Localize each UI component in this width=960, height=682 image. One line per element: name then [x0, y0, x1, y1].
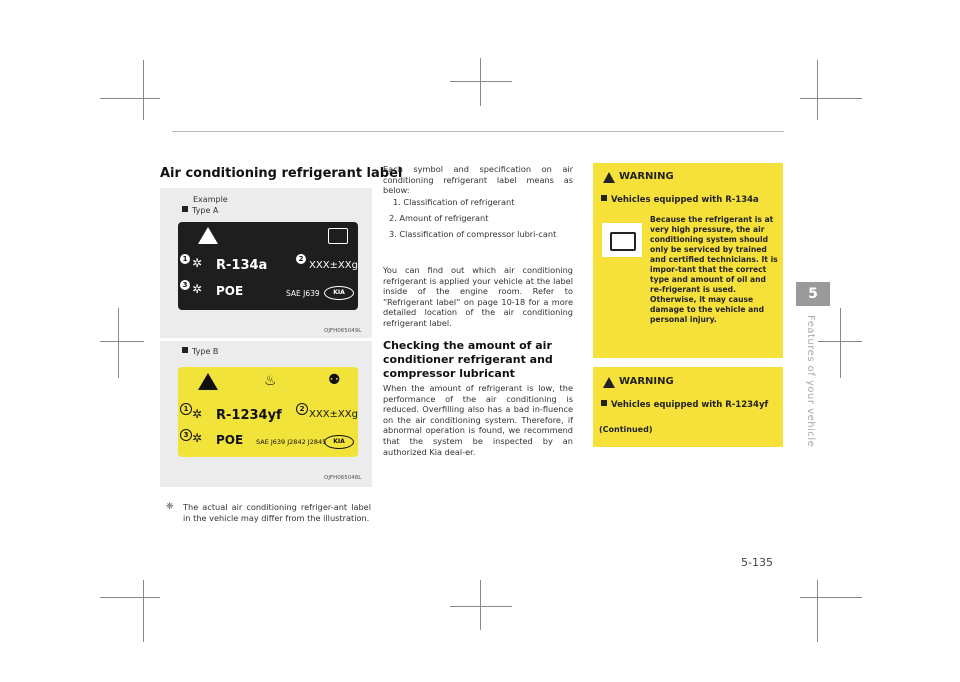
oil-can-icon: ✲: [192, 282, 203, 296]
technician-icon: ⚉: [328, 372, 341, 388]
type-a-text: Type A: [192, 206, 219, 215]
chapter-title: Features of your vehicle: [805, 315, 816, 448]
figure-type-a: [160, 188, 372, 338]
warning-triangle-icon: [603, 377, 615, 388]
page-number: 5-135: [741, 556, 773, 569]
crop-mark: [118, 308, 119, 378]
snowflake-icon: ✲: [192, 407, 203, 421]
crop-mark: [100, 341, 144, 342]
warning-triangle-icon: [198, 373, 218, 390]
marker-3: 3: [180, 280, 190, 290]
oil-can-icon: ✲: [192, 431, 203, 445]
square-bullet-icon: [601, 400, 607, 406]
type-b-text: Type B: [192, 347, 219, 356]
warning-subtitle: [601, 400, 777, 411]
lubricant-type: POE: [216, 433, 244, 447]
square-bullet-icon: [601, 195, 607, 201]
warning-subtitle-text: Vehicles equipped with R-134a: [611, 195, 759, 205]
continued-label: (Continued): [599, 425, 653, 434]
kia-logo: KIA: [324, 435, 354, 449]
crop-mark: [480, 580, 481, 630]
refrigerant-name: R-134a: [216, 258, 268, 273]
warning-body: Because the refrigerant is at very high pressure, the air conditioning system should only be serviced by trained and certified technicians. It is impor-tant that the correct type and amount of oil and re-frigerant is used. Otherwise, it may cause damage to the vehicle and personal injury.: [650, 215, 778, 324]
square-bullet-icon: [182, 347, 188, 353]
marker-1: 1: [180, 403, 192, 415]
kia-logo: KIA: [324, 286, 354, 300]
sae-standard: SAE J639 J2842 J2845: [256, 438, 327, 446]
warning-subtitle-text: Vehicles equipped with R-1234yf: [611, 400, 769, 410]
note-symbol: ❈: [166, 502, 174, 512]
marker-2: 2: [296, 403, 308, 415]
sae-standard: SAE J639: [286, 289, 320, 298]
crop-mark: [800, 597, 862, 598]
note-text: The actual air conditioning refriger-ant label in the vehicle may differ from the illustration.: [183, 502, 371, 523]
crop-mark: [480, 58, 481, 106]
snowflake-icon: ✲: [192, 256, 203, 270]
marker-3: 3: [180, 429, 192, 441]
manual-book-icon: [328, 228, 348, 244]
intro-paragraph: Each symbol and specification on air conditioning refrigerant label means as below:: [383, 164, 573, 196]
crop-mark: [817, 580, 818, 642]
warning-box-r134a: [593, 163, 783, 358]
section-title: Air conditioning refrigerant label: [160, 166, 403, 181]
crop-mark: [450, 606, 512, 607]
figure-type-a-label: [182, 206, 218, 215]
manual-book-icon: [602, 223, 642, 257]
refrigerant-name: R-1234yf: [216, 408, 282, 423]
header-rule: [172, 131, 784, 132]
refrigerant-label-a: [178, 222, 358, 310]
list-item: 3. Classification of compressor lubri-cant: [389, 229, 557, 239]
refrigerant-label-b: [178, 367, 358, 457]
crop-mark: [817, 60, 818, 120]
crop-mark: [100, 597, 160, 598]
crop-mark: [100, 98, 160, 99]
marker-2: 2: [296, 254, 306, 264]
marker-1: 1: [180, 254, 190, 264]
refrigerant-amount: XXX±XXg: [309, 260, 358, 271]
warning-subtitle: [601, 195, 759, 205]
list-item: 2. Amount of refrigerant: [389, 213, 489, 223]
list-item: 1. Classification of refrigerant: [393, 197, 515, 207]
location-paragraph: You can find out which air conditioning refrigerant is applied your vehicle at the label inside of the engine room. Refer to “Refrigerant label” on page 10-18 for a more detailed location of the air conditioning refrigerant label.: [383, 265, 573, 328]
warning-triangle-icon: [198, 227, 218, 244]
figure-code: OJFH065049L: [324, 328, 362, 334]
warning-box-r1234yf: [593, 367, 783, 447]
flame-icon: ♨: [264, 373, 277, 389]
square-bullet-icon: [182, 206, 188, 212]
warning-title: WARNING: [619, 171, 674, 182]
crop-mark: [840, 308, 841, 378]
crop-mark: [818, 341, 862, 342]
subsection-heading: Checking the amount of air conditioner refrigerant and compressor lubricant: [383, 339, 553, 380]
refrigerant-amount: XXX±XXg: [309, 409, 358, 420]
warning-title: WARNING: [619, 376, 674, 387]
figure-type-b: [160, 341, 372, 487]
figure-code: OJFH065048L: [324, 475, 362, 481]
crop-mark: [450, 81, 512, 82]
warning-triangle-icon: [603, 172, 615, 183]
crop-mark: [143, 580, 144, 642]
lubricant-type: POE: [216, 284, 244, 298]
figure-type-b-label: [182, 347, 218, 356]
crop-mark: [143, 60, 144, 120]
amount-paragraph: When the amount of refrigerant is low, the performance of the air conditioning is reduced. Overfilling also has a bad in-fluence on the air conditioning system. Therefore, if abnormal operation is found, we recommend that the system be inspected by an authorized Kia deal-er.: [383, 383, 573, 457]
chapter-tab: 5: [796, 282, 830, 306]
figure-example-label: Example: [193, 195, 228, 204]
crop-mark: [800, 98, 862, 99]
